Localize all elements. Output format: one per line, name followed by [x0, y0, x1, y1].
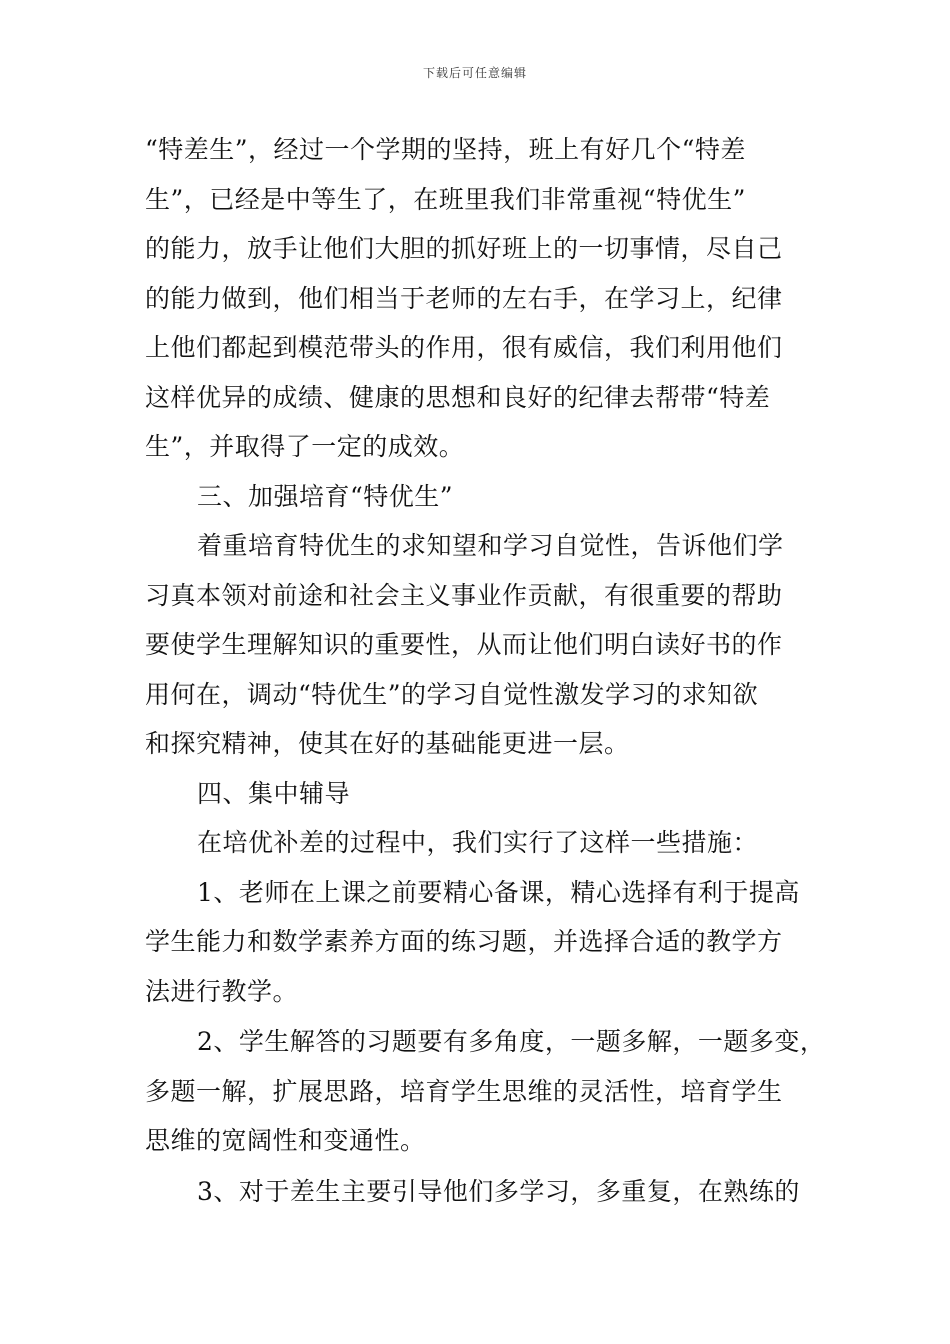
- text-line: 习真本领对前途和社会主义事业作贡献，有很重要的帮助: [145, 580, 783, 610]
- paragraph-start: 在培优补差的过程中，我们实行了这样一些措施：: [197, 828, 759, 857]
- section-heading: 三、加强培育“特优生”: [197, 481, 454, 511]
- section-heading: 四、集中辅导: [197, 778, 351, 808]
- document-body: [145, 125, 826, 1216]
- text-line: 用何在，调动“特优生”的学习自觉性激发学习的求知欲: [145, 679, 759, 709]
- text-line: 学生能力和数学素养方面的练习题，并选择合适的教学方: [145, 927, 783, 956]
- paragraph-start: 着重培育特优生的求知望和学习自觉性，告诉他们学: [197, 531, 784, 560]
- list-item-start: 2、学生解答的习题要有多角度，一题多解，一题多变，: [197, 1027, 826, 1056]
- text-line: 多题一解，扩展思路，培育学生思维的灵活性，培育学生: [145, 1076, 783, 1106]
- text-line: 上他们都起到模范带头的作用，很有威信，我们利用他们: [145, 333, 783, 362]
- text-line: 法进行教学。: [145, 976, 299, 1006]
- text-line: 要使学生理解知识的重要性，从而让他们明白读好书的作: [145, 630, 783, 659]
- text-line: 和探究精神，使其在好的基础能更进一层。: [145, 729, 630, 758]
- text-line: 思维的宽阔性和变通性。: [145, 1126, 426, 1155]
- text-line: 的能力，放手让他们大胆的抓好班上的一切事情，尽自己: [145, 234, 783, 263]
- text-line: 生”，并取得了一定的成效。: [145, 432, 465, 461]
- text-line: “特差生”，经过一个学期的坚持，班上有好几个“特差: [145, 135, 746, 164]
- text-line: 这样优异的成绩、健康的思想和良好的纪律去帮带“特差: [145, 382, 771, 412]
- list-item-start: 1、老师在上课之前要精心备课，精心选择有利于提高: [197, 877, 800, 907]
- list-item-start: 3、对于差生主要引导他们多学习，多重复，在熟练的: [197, 1176, 800, 1206]
- text-line: 生”，已经是中等生了，在班里我们非常重视“特优生”: [145, 184, 746, 214]
- page-header: 下载后可任意编辑: [422, 66, 527, 80]
- text-line: 的能力做到，他们相当于老师的左右手，在学习上，纪律: [145, 283, 783, 313]
